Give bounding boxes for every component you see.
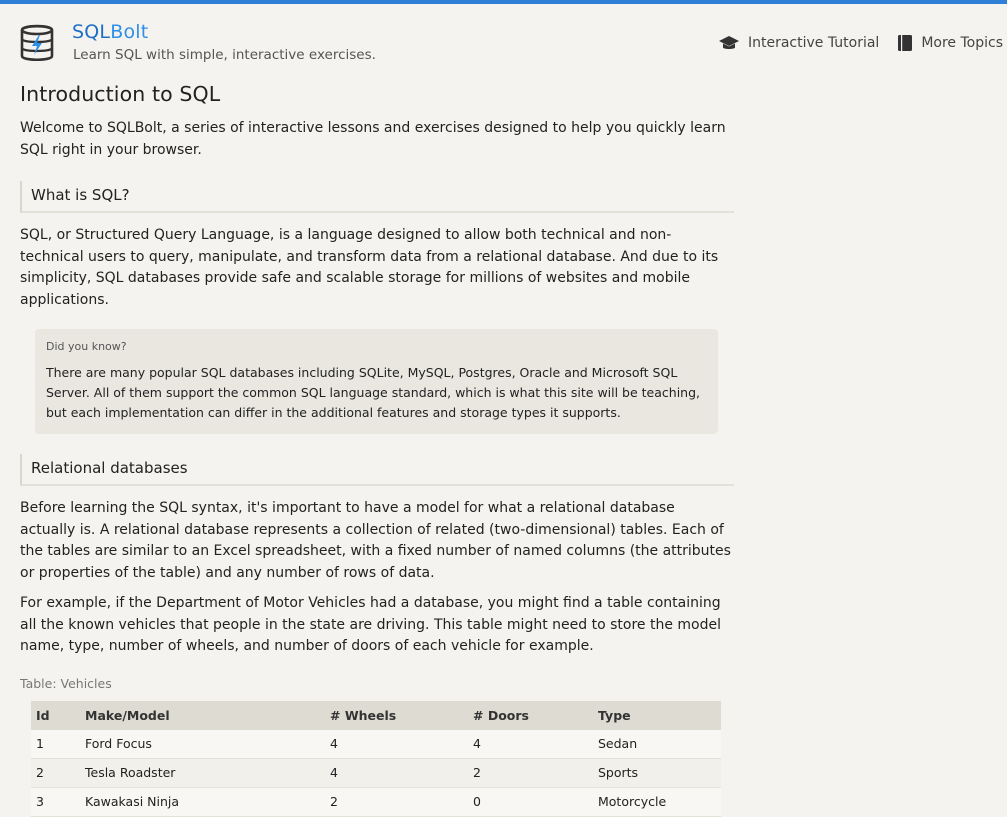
table-cell: Ford Focus: [80, 730, 325, 759]
table-row: [31, 730, 721, 759]
column-header-make-model: Make/Model: [80, 701, 325, 730]
table-row: [31, 787, 721, 816]
database-logo-icon[interactable]: [20, 24, 54, 62]
table-cell: 4: [325, 730, 468, 759]
did-you-know-callout: [35, 329, 718, 434]
nav-more-topics[interactable]: [897, 34, 1003, 52]
brand-name[interactable]: [72, 21, 148, 43]
table-cell: 1: [31, 730, 80, 759]
column-header-wheels: # Wheels: [325, 701, 468, 730]
page-title: Introduction to SQL: [20, 82, 221, 106]
intro-paragraph: Welcome to SQLBolt, a series of interactive lessons and exercises designed to help you quickly learn SQL right in your browser.: [20, 120, 726, 158]
table-cell: Kawakasi Ninja: [80, 787, 325, 816]
table-cell: 0: [468, 787, 593, 816]
table-cell: Tesla Roadster: [80, 758, 325, 787]
graduation-cap-icon: [718, 34, 740, 52]
nav-interactive-tutorial[interactable]: [718, 34, 879, 52]
section-heading-what-is-sql: What is SQL?: [20, 181, 734, 213]
relational-paragraph-2: For example, if the Department of Motor Vehicles had a database, you might find a table containing all the known vehicles that people in the state are driving. This table might need to store the model name, type, number of wheels, and number of doors of each vehicle for example.: [20, 595, 721, 654]
main-content: [20, 82, 734, 817]
brand-sql: SQL: [72, 21, 111, 43]
table-cell: Sports: [593, 758, 721, 787]
relational-paragraph-1: Before learning the SQL syntax, it's important to have a model for what a relational database actually is. A relational database represents a collection of related (two-dimensional) tables. Each of the tables are similar to an Excel spreadsheet, with a fixed number of named columns (the attributes or properties of the table) and any number of rows of data.: [20, 500, 731, 581]
table-caption: Table: Vehicles: [20, 675, 112, 691]
column-header-doors: # Doors: [468, 701, 593, 730]
vehicles-table: [31, 701, 721, 817]
section-heading-relational-databases: Relational databases: [20, 454, 734, 486]
brand-bolt: Bolt: [110, 21, 149, 43]
table-cell: 4: [325, 758, 468, 787]
callout-body: There are many popular SQL databases including SQLite, MySQL, Postgres, Oracle and Microsoft SQL Server. All of them support the common SQL language standard, which is what this site will be teaching, but each implementation can differ in the additional features and storage types it supports.: [46, 365, 701, 420]
table-row: [31, 758, 721, 787]
column-header-id: Id: [31, 701, 80, 730]
what-is-sql-paragraph: SQL, or Structured Query Language, is a language designed to allow both technical and non-technical users to query, manipulate, and transform data from a relational database. And due to its simplicity, SQL databases provide safe and scalable storage for millions of websites and mobile applications.: [20, 227, 719, 308]
table-cell: 2: [468, 758, 593, 787]
table-cell: Sedan: [593, 730, 721, 759]
book-icon: [897, 34, 913, 52]
top-nav: [718, 34, 1003, 52]
table-cell: Motorcycle: [593, 787, 721, 816]
table-header-row: [31, 701, 721, 730]
table-cell: 3: [31, 787, 80, 816]
column-header-type: Type: [593, 701, 721, 730]
nav-interactive-tutorial-label: Interactive Tutorial: [747, 35, 880, 51]
tagline: Learn SQL with simple, interactive exercises.: [73, 47, 376, 63]
table-cell: 2: [325, 787, 468, 816]
site-header: [0, 4, 1007, 64]
callout-title: Did you know?: [46, 340, 127, 353]
nav-more-topics-label: More Topics: [921, 35, 1003, 51]
table-cell: 4: [468, 730, 593, 759]
table-cell: 2: [31, 758, 80, 787]
